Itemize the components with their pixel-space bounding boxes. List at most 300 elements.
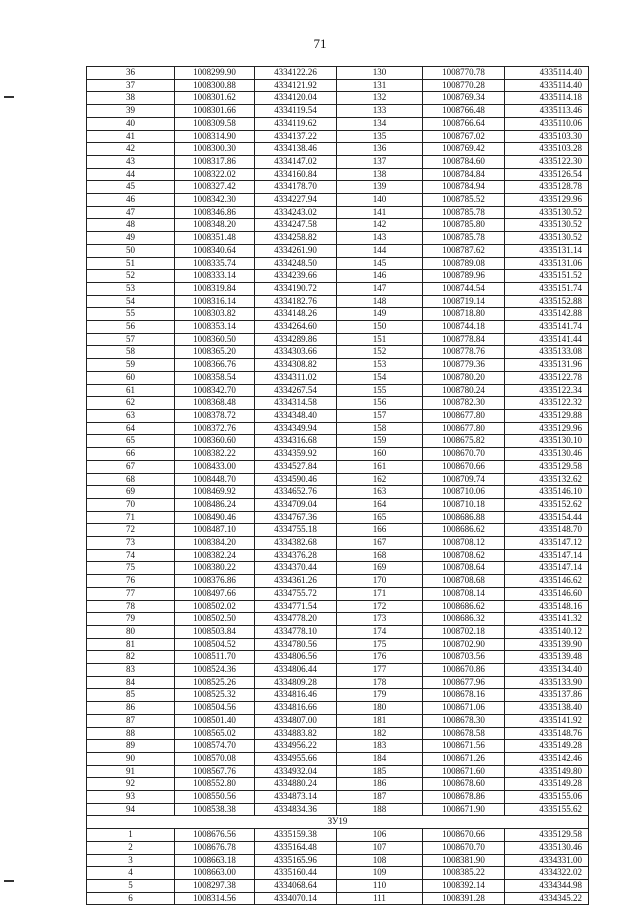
y-coordinate-cell: 4334227.94: [255, 194, 337, 207]
table-row: [87, 664, 589, 677]
table-row: [87, 562, 589, 575]
table-row: [87, 549, 589, 562]
point-number-cell: 76: [87, 575, 175, 588]
y-coordinate-cell: 4335147.12: [505, 537, 589, 550]
point-number-cell: 134: [337, 117, 423, 130]
y-coordinate-cell: 4335129.96: [505, 194, 589, 207]
table-row: [87, 524, 589, 537]
y-coordinate-cell: 4335132.62: [505, 473, 589, 486]
point-number-cell: 87: [87, 714, 175, 727]
point-number-cell: 158: [337, 422, 423, 435]
point-number-cell: 139: [337, 181, 423, 194]
x-coordinate-cell: 1008504.52: [175, 638, 255, 651]
point-number-cell: 6: [87, 892, 175, 905]
x-coordinate-cell: 1008497.66: [175, 587, 255, 600]
y-coordinate-cell: 4334247.58: [255, 219, 337, 232]
y-coordinate-cell: 4334816.46: [255, 689, 337, 702]
x-coordinate-cell: 1008708.64: [423, 562, 505, 575]
point-number-cell: 142: [337, 219, 423, 232]
x-coordinate-cell: 1008469.92: [175, 486, 255, 499]
point-number-cell: 151: [337, 333, 423, 346]
x-coordinate-cell: 1008670.70: [423, 448, 505, 461]
y-coordinate-cell: 4335141.92: [505, 714, 589, 727]
point-number-cell: 175: [337, 638, 423, 651]
y-coordinate-cell: 4334349.94: [255, 422, 337, 435]
point-number-cell: 4: [87, 867, 175, 880]
y-coordinate-cell: 4334308.82: [255, 359, 337, 372]
point-number-cell: 77: [87, 587, 175, 600]
y-coordinate-cell: 4335148.76: [505, 727, 589, 740]
y-coordinate-cell: 4335130.52: [505, 232, 589, 245]
y-coordinate-cell: 4335152.62: [505, 498, 589, 511]
point-number-cell: 130: [337, 67, 423, 80]
point-number-cell: 133: [337, 105, 423, 118]
point-number-cell: 89: [87, 740, 175, 753]
x-coordinate-cell: 1008678.16: [423, 689, 505, 702]
y-coordinate-cell: 4335141.44: [505, 333, 589, 346]
table-row: [87, 409, 589, 422]
y-coordinate-cell: 4335155.06: [505, 791, 589, 804]
y-coordinate-cell: 4334755.18: [255, 524, 337, 537]
point-number-cell: 174: [337, 625, 423, 638]
y-coordinate-cell: 4335103.30: [505, 130, 589, 143]
x-coordinate-cell: 1008448.70: [175, 473, 255, 486]
x-coordinate-cell: 1008486.24: [175, 498, 255, 511]
x-coordinate-cell: 1008378.72: [175, 409, 255, 422]
point-number-cell: 138: [337, 168, 423, 181]
point-number-cell: 51: [87, 257, 175, 270]
x-coordinate-cell: 1008314.90: [175, 130, 255, 143]
point-number-cell: 182: [337, 727, 423, 740]
point-number-cell: 63: [87, 409, 175, 422]
table-row: [87, 257, 589, 270]
point-number-cell: 185: [337, 765, 423, 778]
x-coordinate-cell: 1008502.50: [175, 613, 255, 626]
y-coordinate-cell: 4334258.82: [255, 232, 337, 245]
y-coordinate-cell: 4334160.84: [255, 168, 337, 181]
x-coordinate-cell: 1008671.56: [423, 740, 505, 753]
point-number-cell: 137: [337, 155, 423, 168]
x-coordinate-cell: 1008670.70: [423, 841, 505, 854]
point-number-cell: 68: [87, 473, 175, 486]
table-row: [87, 473, 589, 486]
y-coordinate-cell: 4335139.90: [505, 638, 589, 651]
y-coordinate-cell: 4334120.04: [255, 92, 337, 105]
y-coordinate-cell: 4335130.46: [505, 448, 589, 461]
point-number-cell: 38: [87, 92, 175, 105]
point-number-cell: 179: [337, 689, 423, 702]
x-coordinate-cell: 1008766.64: [423, 117, 505, 130]
y-coordinate-cell: 4335149.28: [505, 740, 589, 753]
table-row: [87, 435, 589, 448]
point-number-cell: 176: [337, 651, 423, 664]
x-coordinate-cell: 1008708.12: [423, 537, 505, 550]
x-coordinate-cell: 1008708.62: [423, 549, 505, 562]
point-number-cell: 156: [337, 397, 423, 410]
x-coordinate-cell: 1008678.86: [423, 791, 505, 804]
y-coordinate-cell: 4335131.06: [505, 257, 589, 270]
section-label: ЗУ19: [87, 816, 589, 829]
point-number-cell: 141: [337, 206, 423, 219]
point-number-cell: 187: [337, 791, 423, 804]
x-coordinate-cell: 1008570.08: [175, 752, 255, 765]
x-coordinate-cell: 1008670.66: [423, 829, 505, 842]
y-coordinate-cell: 4334778.10: [255, 625, 337, 638]
point-number-cell: 58: [87, 346, 175, 359]
point-number-cell: 181: [337, 714, 423, 727]
point-number-cell: 50: [87, 244, 175, 257]
y-coordinate-cell: 4335129.58: [505, 460, 589, 473]
point-number-cell: 62: [87, 397, 175, 410]
table-row: [87, 206, 589, 219]
point-number-cell: 78: [87, 600, 175, 613]
x-coordinate-cell: 1008511.70: [175, 651, 255, 664]
table-row: [87, 270, 589, 283]
y-coordinate-cell: 4335133.08: [505, 346, 589, 359]
y-coordinate-cell: 4334809.28: [255, 676, 337, 689]
x-coordinate-cell: 1008503.84: [175, 625, 255, 638]
x-coordinate-cell: 1008392.14: [423, 880, 505, 893]
table-row: [87, 155, 589, 168]
point-number-cell: 3: [87, 854, 175, 867]
x-coordinate-cell: 1008766.48: [423, 105, 505, 118]
x-coordinate-cell: 1008767.02: [423, 130, 505, 143]
table-row: [87, 841, 589, 854]
table-row: [87, 168, 589, 181]
y-coordinate-cell: 4335146.62: [505, 575, 589, 588]
x-coordinate-cell: 1008703.56: [423, 651, 505, 664]
coordinates-table-body-a: [87, 67, 589, 816]
x-coordinate-cell: 1008785.52: [423, 194, 505, 207]
point-number-cell: 79: [87, 613, 175, 626]
point-number-cell: 66: [87, 448, 175, 461]
x-coordinate-cell: 1008366.76: [175, 359, 255, 372]
y-coordinate-cell: 4334119.54: [255, 105, 337, 118]
point-number-cell: 83: [87, 664, 175, 677]
x-coordinate-cell: 1008702.90: [423, 638, 505, 651]
y-coordinate-cell: 4334527.84: [255, 460, 337, 473]
point-number-cell: 136: [337, 143, 423, 156]
point-number-cell: 92: [87, 778, 175, 791]
y-coordinate-cell: 4334070.14: [255, 892, 337, 905]
x-coordinate-cell: 1008671.90: [423, 803, 505, 816]
y-coordinate-cell: 4334190.72: [255, 282, 337, 295]
x-coordinate-cell: 1008671.06: [423, 702, 505, 715]
point-number-cell: 48: [87, 219, 175, 232]
y-coordinate-cell: 4335159.38: [255, 829, 337, 842]
x-coordinate-cell: 1008671.26: [423, 752, 505, 765]
table-row: [87, 219, 589, 232]
scan-edge-mark: [4, 880, 14, 882]
point-number-cell: 107: [337, 841, 423, 854]
point-number-cell: 1: [87, 829, 175, 842]
table-row: [87, 105, 589, 118]
x-coordinate-cell: 1008385.22: [423, 867, 505, 880]
y-coordinate-cell: 4335122.78: [505, 371, 589, 384]
point-number-cell: 159: [337, 435, 423, 448]
table-row: [87, 829, 589, 842]
x-coordinate-cell: 1008382.22: [175, 448, 255, 461]
point-number-cell: 150: [337, 321, 423, 334]
y-coordinate-cell: 4335122.30: [505, 155, 589, 168]
point-number-cell: 178: [337, 676, 423, 689]
x-coordinate-cell: 1008565.02: [175, 727, 255, 740]
x-coordinate-cell: 1008789.08: [423, 257, 505, 270]
point-number-cell: 188: [337, 803, 423, 816]
point-number-cell: 170: [337, 575, 423, 588]
table-row: [87, 702, 589, 715]
point-number-cell: 157: [337, 409, 423, 422]
y-coordinate-cell: 4335114.18: [505, 92, 589, 105]
x-coordinate-cell: 1008769.34: [423, 92, 505, 105]
point-number-cell: 94: [87, 803, 175, 816]
x-coordinate-cell: 1008567.76: [175, 765, 255, 778]
point-number-cell: 72: [87, 524, 175, 537]
x-coordinate-cell: 1008676.78: [175, 841, 255, 854]
x-coordinate-cell: 1008524.36: [175, 664, 255, 677]
y-coordinate-cell: 4335141.74: [505, 321, 589, 334]
point-number-cell: 56: [87, 321, 175, 334]
table-row: [87, 117, 589, 130]
point-number-cell: 5: [87, 880, 175, 893]
x-coordinate-cell: 1008675.82: [423, 435, 505, 448]
x-coordinate-cell: 1008353.14: [175, 321, 255, 334]
x-coordinate-cell: 1008380.22: [175, 562, 255, 575]
section-row: [87, 816, 589, 829]
point-number-cell: 65: [87, 435, 175, 448]
y-coordinate-cell: 4334370.44: [255, 562, 337, 575]
coordinates-table: [86, 66, 589, 905]
y-coordinate-cell: 4334264.60: [255, 321, 337, 334]
y-coordinate-cell: 4335122.34: [505, 384, 589, 397]
table-row: [87, 778, 589, 791]
coordinates-table-body-b: [87, 829, 589, 905]
y-coordinate-cell: 4335147.14: [505, 562, 589, 575]
x-coordinate-cell: 1008384.20: [175, 537, 255, 550]
point-number-cell: 93: [87, 791, 175, 804]
point-number-cell: 85: [87, 689, 175, 702]
y-coordinate-cell: 4335122.32: [505, 397, 589, 410]
point-number-cell: 37: [87, 79, 175, 92]
point-number-cell: 73: [87, 537, 175, 550]
y-coordinate-cell: 4334248.50: [255, 257, 337, 270]
x-coordinate-cell: 1008301.62: [175, 92, 255, 105]
table-row: [87, 651, 589, 664]
x-coordinate-cell: 1008303.82: [175, 308, 255, 321]
y-coordinate-cell: 4334243.02: [255, 206, 337, 219]
y-coordinate-cell: 4334771.54: [255, 600, 337, 613]
y-coordinate-cell: 4334709.04: [255, 498, 337, 511]
y-coordinate-cell: 4335146.10: [505, 486, 589, 499]
x-coordinate-cell: 1008744.18: [423, 321, 505, 334]
x-coordinate-cell: 1008770.28: [423, 79, 505, 92]
y-coordinate-cell: 4335113.46: [505, 105, 589, 118]
y-coordinate-cell: 4334376.28: [255, 549, 337, 562]
y-coordinate-cell: 4334122.26: [255, 67, 337, 80]
point-number-cell: 143: [337, 232, 423, 245]
point-number-cell: 86: [87, 702, 175, 715]
point-number-cell: 61: [87, 384, 175, 397]
point-number-cell: 43: [87, 155, 175, 168]
x-coordinate-cell: 1008319.84: [175, 282, 255, 295]
x-coordinate-cell: 1008376.86: [175, 575, 255, 588]
x-coordinate-cell: 1008670.66: [423, 460, 505, 473]
y-coordinate-cell: 4335160.44: [255, 867, 337, 880]
table-row: [87, 854, 589, 867]
x-coordinate-cell: 1008317.86: [175, 155, 255, 168]
x-coordinate-cell: 1008504.56: [175, 702, 255, 715]
x-coordinate-cell: 1008300.30: [175, 143, 255, 156]
y-coordinate-cell: 4334178.70: [255, 181, 337, 194]
y-coordinate-cell: 4334778.20: [255, 613, 337, 626]
y-coordinate-cell: 4335137.86: [505, 689, 589, 702]
y-coordinate-cell: 4335103.28: [505, 143, 589, 156]
x-coordinate-cell: 1008351.48: [175, 232, 255, 245]
table-row: [87, 321, 589, 334]
x-coordinate-cell: 1008678.60: [423, 778, 505, 791]
table-row: [87, 244, 589, 257]
x-coordinate-cell: 1008779.36: [423, 359, 505, 372]
point-number-cell: 88: [87, 727, 175, 740]
x-coordinate-cell: 1008708.14: [423, 587, 505, 600]
y-coordinate-cell: 4335141.32: [505, 613, 589, 626]
table-row: [87, 880, 589, 893]
x-coordinate-cell: 1008677.80: [423, 422, 505, 435]
table-row: [87, 803, 589, 816]
x-coordinate-cell: 1008314.56: [175, 892, 255, 905]
point-number-cell: 171: [337, 587, 423, 600]
point-number-cell: 172: [337, 600, 423, 613]
table-row: [87, 791, 589, 804]
y-coordinate-cell: 4335148.70: [505, 524, 589, 537]
y-coordinate-cell: 4334956.22: [255, 740, 337, 753]
point-number-cell: 41: [87, 130, 175, 143]
y-coordinate-cell: 4334883.82: [255, 727, 337, 740]
y-coordinate-cell: 4334767.36: [255, 511, 337, 524]
y-coordinate-cell: 4335148.16: [505, 600, 589, 613]
point-number-cell: 154: [337, 371, 423, 384]
table-row: [87, 752, 589, 765]
x-coordinate-cell: 1008782.30: [423, 397, 505, 410]
point-number-cell: 177: [337, 664, 423, 677]
point-number-cell: 110: [337, 880, 423, 893]
x-coordinate-cell: 1008301.66: [175, 105, 255, 118]
x-coordinate-cell: 1008663.00: [175, 867, 255, 880]
y-coordinate-cell: 4335130.46: [505, 841, 589, 854]
y-coordinate-cell: 4335131.96: [505, 359, 589, 372]
point-number-cell: 155: [337, 384, 423, 397]
y-coordinate-cell: 4334834.36: [255, 803, 337, 816]
point-number-cell: 80: [87, 625, 175, 638]
y-coordinate-cell: 4335129.88: [505, 409, 589, 422]
x-coordinate-cell: 1008316.14: [175, 295, 255, 308]
point-number-cell: 109: [337, 867, 423, 880]
x-coordinate-cell: 1008663.18: [175, 854, 255, 867]
table-row: [87, 765, 589, 778]
x-coordinate-cell: 1008342.70: [175, 384, 255, 397]
point-number-cell: 44: [87, 168, 175, 181]
x-coordinate-cell: 1008784.84: [423, 168, 505, 181]
x-coordinate-cell: 1008710.06: [423, 486, 505, 499]
point-number-cell: 152: [337, 346, 423, 359]
table-row: [87, 359, 589, 372]
table-row: [87, 181, 589, 194]
y-coordinate-cell: 4335151.52: [505, 270, 589, 283]
point-number-cell: 53: [87, 282, 175, 295]
point-number-cell: 149: [337, 308, 423, 321]
x-coordinate-cell: 1008780.20: [423, 371, 505, 384]
point-number-cell: 183: [337, 740, 423, 753]
point-number-cell: 52: [87, 270, 175, 283]
x-coordinate-cell: 1008381.90: [423, 854, 505, 867]
table-row: [87, 740, 589, 753]
y-coordinate-cell: 4334267.54: [255, 384, 337, 397]
point-number-cell: 70: [87, 498, 175, 511]
x-coordinate-cell: 1008785.78: [423, 232, 505, 245]
y-coordinate-cell: 4334314.58: [255, 397, 337, 410]
point-number-cell: 42: [87, 143, 175, 156]
point-number-cell: 147: [337, 282, 423, 295]
y-coordinate-cell: 4335142.46: [505, 752, 589, 765]
y-coordinate-cell: 4335147.14: [505, 549, 589, 562]
y-coordinate-cell: 4335114.40: [505, 67, 589, 80]
table-row: [87, 232, 589, 245]
x-coordinate-cell: 1008327.42: [175, 181, 255, 194]
y-coordinate-cell: 4334382.68: [255, 537, 337, 550]
x-coordinate-cell: 1008702.18: [423, 625, 505, 638]
point-number-cell: 173: [337, 613, 423, 626]
y-coordinate-cell: 4335151.74: [505, 282, 589, 295]
y-coordinate-cell: 4334322.02: [505, 867, 589, 880]
y-coordinate-cell: 4335130.10: [505, 435, 589, 448]
x-coordinate-cell: 1008784.94: [423, 181, 505, 194]
point-number-cell: 164: [337, 498, 423, 511]
table-row: [87, 397, 589, 410]
scan-edge-mark: [4, 96, 14, 98]
x-coordinate-cell: 1008686.32: [423, 613, 505, 626]
x-coordinate-cell: 1008787.62: [423, 244, 505, 257]
y-coordinate-cell: 4335130.52: [505, 219, 589, 232]
table-row: [87, 613, 589, 626]
x-coordinate-cell: 1008770.78: [423, 67, 505, 80]
x-coordinate-cell: 1008372.76: [175, 422, 255, 435]
point-number-cell: 146: [337, 270, 423, 283]
x-coordinate-cell: 1008780.24: [423, 384, 505, 397]
y-coordinate-cell: 4334261.90: [255, 244, 337, 257]
y-coordinate-cell: 4335146.60: [505, 587, 589, 600]
y-coordinate-cell: 4335130.52: [505, 206, 589, 219]
y-coordinate-cell: 4334316.68: [255, 435, 337, 448]
y-coordinate-cell: 4334780.56: [255, 638, 337, 651]
x-coordinate-cell: 1008309.58: [175, 117, 255, 130]
point-number-cell: 84: [87, 676, 175, 689]
x-coordinate-cell: 1008708.68: [423, 575, 505, 588]
y-coordinate-cell: 4334348.40: [255, 409, 337, 422]
point-number-cell: 69: [87, 486, 175, 499]
point-number-cell: 71: [87, 511, 175, 524]
table-row: [87, 714, 589, 727]
table-row: [87, 333, 589, 346]
point-number-cell: 135: [337, 130, 423, 143]
table-row: [87, 537, 589, 550]
table-row: [87, 67, 589, 80]
y-coordinate-cell: 4335110.06: [505, 117, 589, 130]
x-coordinate-cell: 1008490.46: [175, 511, 255, 524]
point-number-cell: 90: [87, 752, 175, 765]
x-coordinate-cell: 1008322.02: [175, 168, 255, 181]
x-coordinate-cell: 1008433.00: [175, 460, 255, 473]
table-row: [87, 422, 589, 435]
